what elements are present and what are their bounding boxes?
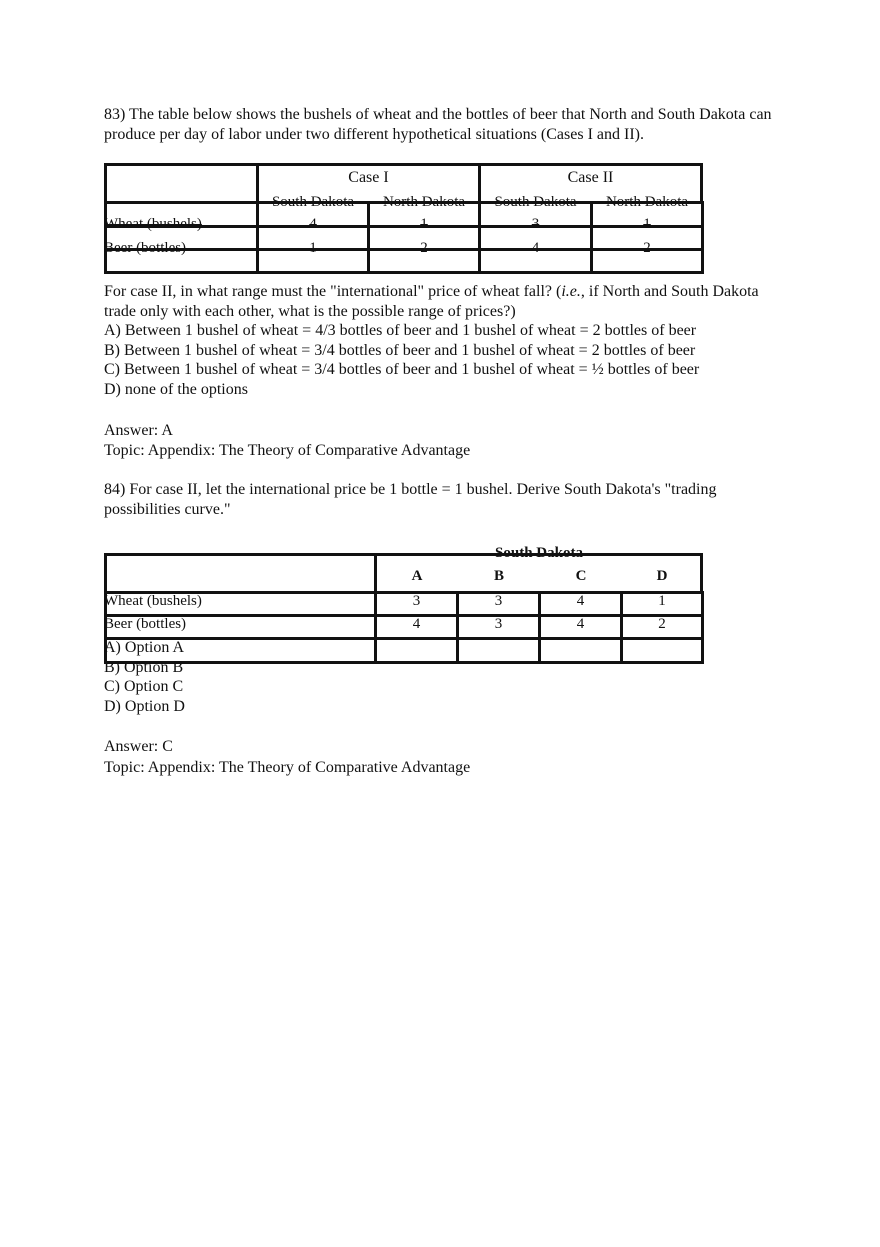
q83-option-d: D) none of the options bbox=[104, 381, 248, 398]
q83-option-a: A) Between 1 bushel of wheat = 4/3 bottles of beer and 1 bushel of wheat = 2 bottles of beer bbox=[104, 322, 697, 339]
q84-column-header: A bbox=[411, 568, 423, 584]
q84-question: 84) For case II, let the international price be 1 bottle = 1 bushel. Derive South Dakota's "trading possibilities curve." bbox=[104, 481, 717, 518]
q83-case1-header: Case I bbox=[348, 169, 389, 186]
q84-option-a: A) Option A bbox=[104, 639, 184, 656]
q83-question: 83) The table below shows the bushels of wheat and the bottles of beer that North and South Dakota can produce per day of labor under two different hypothetical situations (Cases I and II). bbox=[104, 106, 772, 143]
q84-column-header: C bbox=[575, 568, 587, 584]
q84-cell: 4 bbox=[576, 593, 585, 609]
q83-cell: 4 bbox=[531, 240, 540, 256]
q83-sub-header: South Dakota bbox=[271, 194, 355, 210]
q83-prompt: For case II, in what range must the "international" price of wheat fall? (i.e., if North and South Dakota trade only with each other, what is the possible range of prices?) bbox=[104, 283, 759, 320]
q83-cell: 4 bbox=[309, 216, 317, 232]
q84-cell: 4 bbox=[412, 616, 421, 632]
q84-row-label: Beer (bottles) bbox=[104, 616, 187, 632]
q83-case2-header: Case II bbox=[567, 169, 614, 186]
q83-cell: 3 bbox=[531, 216, 540, 232]
q84-answer: Answer: C bbox=[104, 738, 173, 755]
q84-row-label: Wheat (bushels) bbox=[104, 593, 202, 609]
q83-row-label: Beer (bottles) bbox=[104, 240, 187, 256]
q83-topic: Topic: Appendix: The Theory of Comparative Advantage bbox=[104, 442, 471, 459]
q83-sub-header: South Dakota bbox=[494, 194, 577, 210]
q84-cell: 4 bbox=[576, 616, 585, 632]
q83-sub-header: North Dakota bbox=[605, 194, 689, 210]
q84-column-header: D bbox=[656, 568, 668, 584]
q83-cell: 1 bbox=[309, 240, 317, 256]
q83-cell: 2 bbox=[643, 240, 651, 256]
q84-cell: 2 bbox=[658, 616, 666, 632]
q83-sub-header: North Dakota bbox=[382, 194, 466, 210]
q84-cell: 1 bbox=[658, 593, 666, 609]
q83-option-c: C) Between 1 bushel of wheat = 3/4 bottles of beer and 1 bushel of wheat = ½ bottles of beer bbox=[104, 361, 700, 378]
q84-column-header: B bbox=[493, 568, 504, 584]
q83-option-b: B) Between 1 bushel of wheat = 3/4 bottles of beer and 1 bushel of wheat = 2 bottles of beer bbox=[104, 342, 696, 359]
q84-option-b: B) Option B bbox=[104, 659, 184, 676]
q83-body-frame bbox=[104, 201, 704, 274]
q84-option-c: C) Option C bbox=[104, 678, 184, 695]
q84-topic: Topic: Appendix: The Theory of Comparative Advantage bbox=[104, 759, 471, 776]
q84-cell: 3 bbox=[494, 593, 503, 609]
q84-table-title: South Dakota bbox=[495, 545, 583, 561]
q83-cell: 1 bbox=[420, 216, 428, 232]
q84-cell: 3 bbox=[412, 593, 421, 609]
q83-cell: 2 bbox=[420, 240, 428, 256]
q84-option-d: D) Option D bbox=[104, 698, 185, 715]
q83-row-label: Wheat (bushels) bbox=[104, 216, 202, 232]
q84-cell: 3 bbox=[494, 616, 503, 632]
q83-cell: 1 bbox=[643, 216, 651, 232]
q83-answer: Answer: A bbox=[104, 422, 173, 439]
